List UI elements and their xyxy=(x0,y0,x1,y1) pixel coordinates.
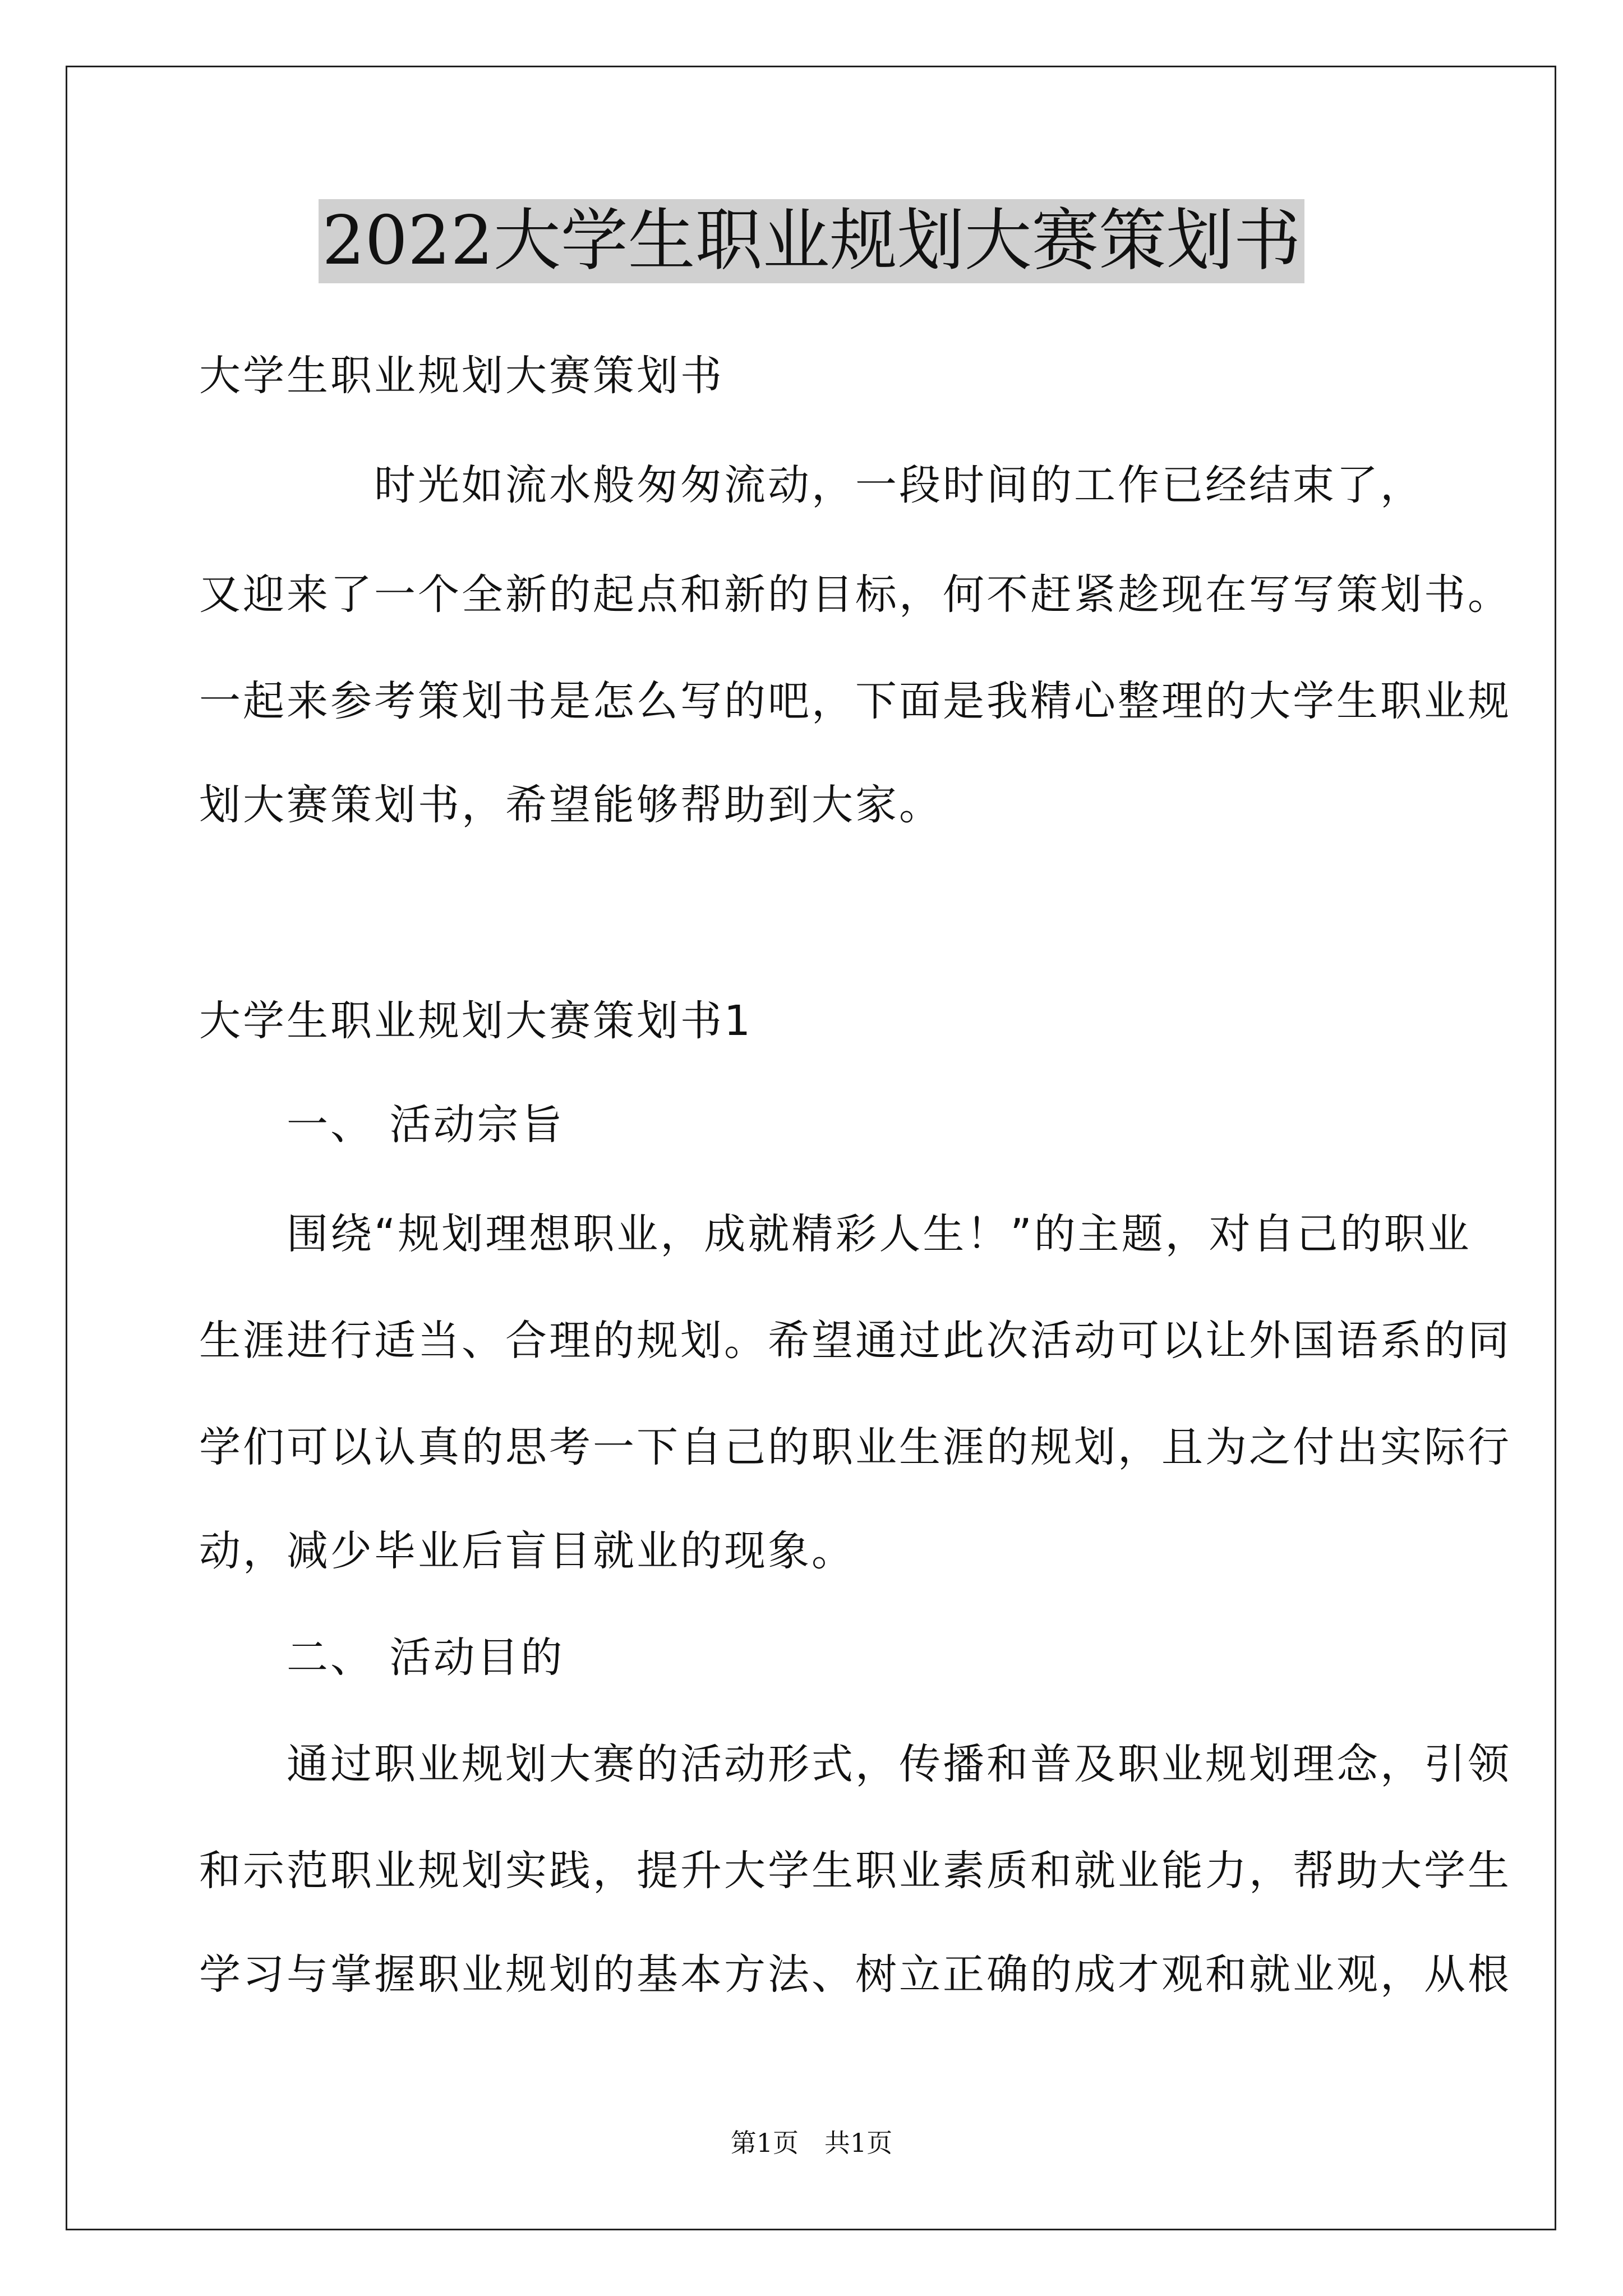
paragraph-line: 围绕“规划理想职业，成就精彩人生！”的主题，对自己的职业 xyxy=(199,1210,1472,1258)
paragraph-line: 学习与掌握职业规划的基本方法、树立正确的成才观和就业观，从根 xyxy=(199,1950,1511,1999)
section-heading: 大学生职业规划大赛策划书1 xyxy=(199,997,753,1045)
paragraph-line: 生涯进行适当、合理的规划。希望通过此次活动可以让外国语系的同 xyxy=(199,1317,1511,1365)
title-container xyxy=(0,199,1623,283)
subsection-heading: 二、 活动目的 xyxy=(199,1634,565,1682)
paragraph-line: 和示范职业规划实践，提升大学生职业素质和就业能力，帮助大学生 xyxy=(199,1847,1511,1895)
subtitle-line: 大学生职业规划大赛策划书 xyxy=(199,352,724,400)
paragraph-line: 又迎来了一个全新的起点和新的目标，何不赶紧趁现在写写策划书。 xyxy=(199,570,1511,619)
paragraph-line: 划大赛策划书，希望能够帮助到大家。 xyxy=(199,781,943,829)
paragraph-line: 时光如流水般匆匆流动，一段时间的工作已经结束了， xyxy=(199,461,1424,509)
paragraph-line: 一起来参考策划书是怎么写的吧，下面是我精心整理的大学生职业规 xyxy=(199,677,1511,725)
paragraph-line: 动，减少毕业后盲目就业的现象。 xyxy=(199,1527,855,1575)
page-footer: 第1页 共1页 xyxy=(730,2128,893,2158)
paragraph-line: 学们可以认真的思考一下自己的职业生涯的规划，且为之付出实际行 xyxy=(199,1423,1511,1471)
document-title: 2022大学生职业规划大赛策划书 xyxy=(319,199,1304,283)
subsection-heading: 一、 活动宗旨 xyxy=(199,1101,565,1149)
paragraph-line: 通过职业规划大赛的活动形式，传播和普及职业规划理念，引领 xyxy=(199,1740,1511,1788)
